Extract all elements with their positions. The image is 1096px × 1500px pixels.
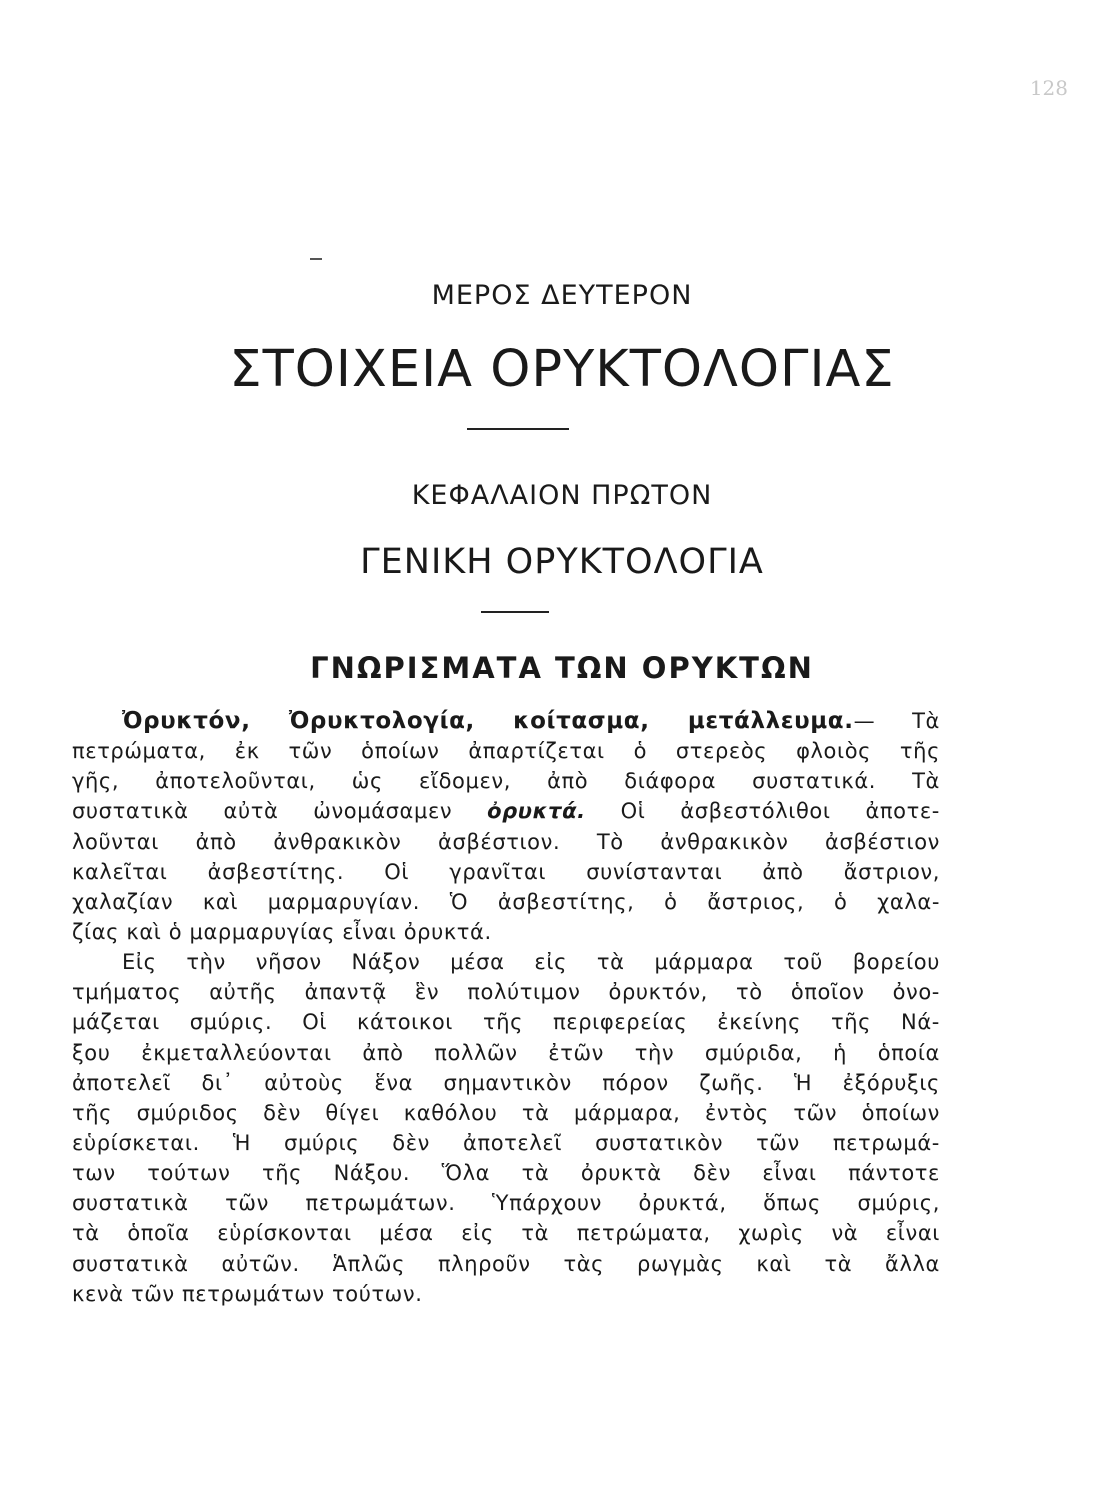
- paragraph-2-line: μάζεται σμύρις. Οἱ κάτοικοι τῆς περιφερείας ἐκείνης τῆς Νά-: [72, 1010, 940, 1035]
- chapter-label: ΚΕΦΑΛΑΙΟΝ ΠΡΩΤΟΝ: [411, 480, 713, 511]
- paragraph-2-line: των τούτων τῆς Νάξου. Ὅλα τὰ ὀρυκτὰ δὲν εἶναι πάντοτε: [72, 1161, 940, 1186]
- paragraph-1-line-6: καλεῖται ἀσβεστίτης. Οἱ γρανῖται συνίστανται ἀπὸ ἄστριον,: [72, 859, 940, 884]
- stray-mark: [310, 258, 322, 260]
- paragraph-2-line: τῆς σμύριδος δὲν θίγει καθόλου τὰ μάρμαρα, ἐντὸς τῶν ὁποίων: [72, 1100, 940, 1125]
- emphasized-term: ὀρυκτά.: [487, 799, 586, 824]
- paragraph-1-line-7: χαλαζίαν καὶ μαρμαρυγίαν. Ὁ ἀσβεστίτης, ὁ ἄστριος, ὁ χαλα-: [72, 889, 940, 914]
- headword-dash: — Τὰ: [853, 709, 941, 733]
- chapter-divider: [481, 611, 549, 613]
- paragraph-1-line-3: γῆς, ἀποτελοῦνται, ὡς εἴδομεν, ἀπὸ διάφορα συστατικά. Τὰ: [72, 769, 940, 794]
- chapter-title: ΓΕΝΙΚΗ ΟΡΥΚΤΟΛΟΓΙΑ: [360, 542, 764, 582]
- paragraph-2-line: τὰ ὁποῖα εὑρίσκονται μέσα εἰς τὰ πετρώματα, χωρὶς νὰ εἶναι: [72, 1221, 940, 1246]
- paragraph-2-line: Εἰς τὴν νῆσον Νάξον μέσα εἰς τὰ μάρμαρα τοῦ βορείου: [122, 950, 940, 975]
- main-title: ΣΤΟΙΧΕΙΑ ΟΡΥΚΤΟΛΟΓΙΑΣ: [229, 340, 895, 399]
- line-4-start: συστατικὰ αὐτὰ ὠνομάσαμεν: [72, 799, 453, 824]
- page-number: 128: [1029, 76, 1068, 100]
- line-4-end: Οἱ ἀσβεστόλιθοι ἀποτε-: [620, 799, 940, 824]
- paragraph-2-line: ἀποτελεῖ δι᾽ αὐτοὺς ἕνα σημαντικὸν πόρον ζωῆς. Ἡ ἐξόρυξις: [72, 1070, 940, 1095]
- paragraph-1-line-2: πετρώματα, ἐκ τῶν ὁποίων ἀπαρτίζεται ὁ στερεὸς φλοιὸς τῆς: [72, 739, 940, 764]
- paragraph-2-line: ξου ἐκμεταλλεύονται ἀπὸ πολλῶν ἐτῶν τὴν σμύριδα, ἡ ὁποία: [72, 1040, 940, 1065]
- section-title: ΓΝΩΡΙΣΜΑΤΑ ΤΩΝ ΟΡΥΚΤΩΝ: [310, 651, 814, 685]
- part-label: ΜΕΡΟΣ ΔΕΥΤΕΡΟΝ: [431, 280, 693, 311]
- paragraph-1-line-4: [72, 796, 940, 826]
- title-divider: [467, 428, 569, 430]
- headword: Ὀρυκτόν, Ὀρυκτολογία, κοίτασμα, μετάλλευμα.: [122, 708, 854, 734]
- paragraph-2-line: εὑρίσκεται. Ἡ σμύρις δὲν ἀποτελεῖ συστατικὸν τῶν πετρωμά-: [72, 1130, 940, 1155]
- paragraph-1-line-5: λοῦνται ἀπὸ ἀνθρακικὸν ἀσβέστιον. Τὸ ἀνθρακικὸν ἀσβέστιον: [72, 829, 940, 854]
- body-text: [72, 706, 940, 1309]
- paragraph-2-line: κενὰ τῶν πετρωμάτων τούτων.: [72, 1281, 423, 1306]
- paragraph-2-line: συστατικὰ τῶν πετρωμάτων. Ὑπάρχουν ὀρυκτά, ὅπως σμύρις,: [72, 1191, 940, 1216]
- paragraph-1-line-1: [72, 706, 940, 736]
- paragraph-2-line: τμήματος αὐτῆς ἀπαντᾷ ἓν πολύτιμον ὀρυκτόν, τὸ ὁποῖον ὀνο-: [72, 980, 940, 1005]
- paragraph-1-line-8: ζίας καὶ ὁ μαρμαρυγίας εἶναι ὀρυκτά.: [72, 919, 492, 944]
- paragraph-2-line: συστατικὰ αὐτῶν. Ἁπλῶς πληροῦν τὰς ρωγμὰς καὶ τὰ ἄλλα: [72, 1251, 940, 1276]
